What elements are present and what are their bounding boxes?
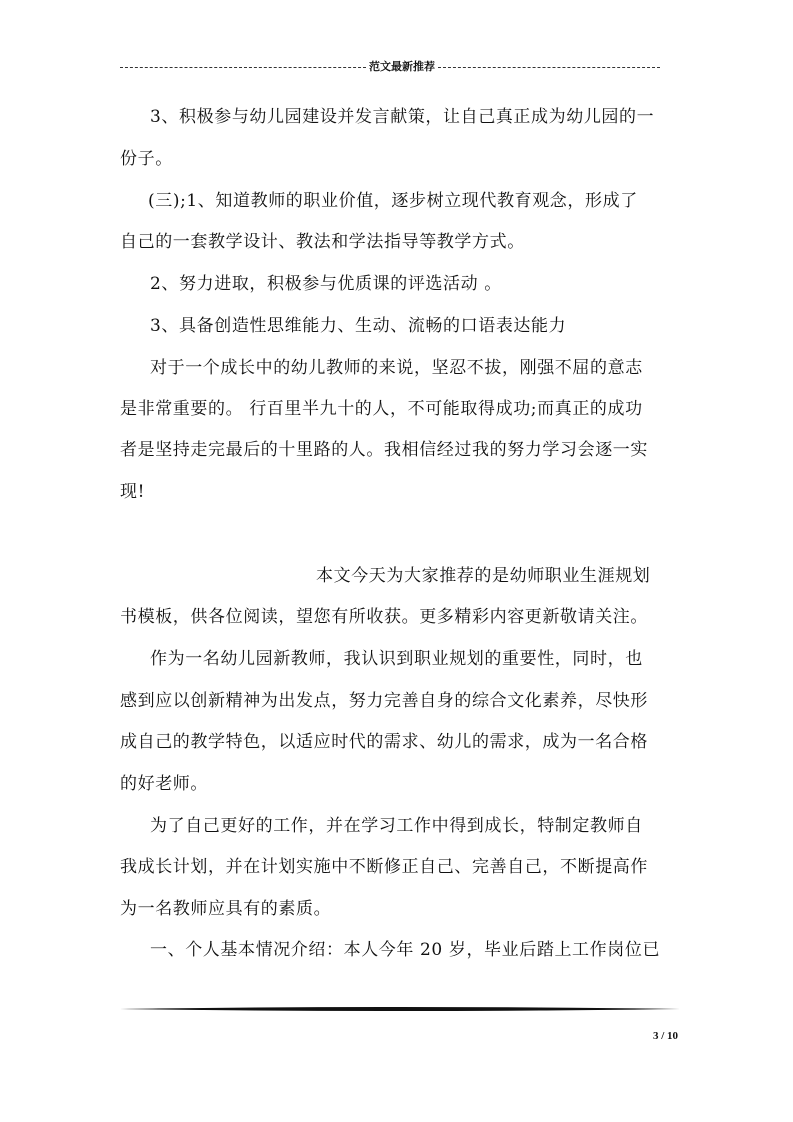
text-line: 者是坚持走完最后的十里路的人。我相信经过我的努力学习会逐一实 <box>120 440 648 460</box>
text-line: (三);1、知道教师的职业价值，逐步树立现代教育观念，形成了 <box>148 191 638 211</box>
text-line: 现! <box>120 482 146 502</box>
header-dash-left <box>120 67 366 68</box>
text-line: 本文今天为大家推荐的是幼师职业生涯规划 <box>316 566 651 586</box>
text-line: 感到应以创新精神为出发点，努力完善自身的综合文化素养，尽快形 <box>120 691 648 711</box>
text-line: 是非常重要的。 行百里半九十的人，不可能取得成功;而真正的成功 <box>120 399 643 419</box>
text-line: 自己的一套教学设计、教法和学法指导等教学方式。 <box>120 232 525 252</box>
text-line: 3、积极参与幼儿园建设并发言献策，让自己真正成为幼儿园的一 <box>150 107 655 127</box>
page-header <box>120 58 660 76</box>
text-line: 2、努力进取，积极参与优质课的评选活动 。 <box>150 274 502 294</box>
header-title: 范文最新推荐 <box>369 60 435 73</box>
footer-rule <box>120 1006 680 1012</box>
text-line: 份子。 <box>120 149 173 169</box>
text-line: 书模板，供各位阅读，望您有所收获。更多精彩内容更新敬请关注。 <box>120 607 648 627</box>
text-line: 作为一名幼儿园新教师，我认识到职业规划的重要性，同时，也 <box>150 649 643 669</box>
text-line: 我成长计划，并在计划实施中不断修正自己、完善自己，不断提高作 <box>120 857 648 877</box>
text-line: 成自己的教学特色，以适应时代的需求、幼儿的需求，成为一名合格 <box>120 732 648 752</box>
text-line: 3、具备创造性思维能力、生动、流畅的口语表达能力 <box>150 316 567 336</box>
text-line: 对于一个成长中的幼儿教师的来说，坚忍不拔，刚强不屈的意志 <box>150 358 643 378</box>
text-line: 的好老师。 <box>120 774 208 794</box>
page-number: 3 / 10 <box>652 1030 678 1042</box>
text-line: 一、个人基本情况介绍：本人今年 20 岁，毕业后踏上工作岗位已 <box>150 940 661 960</box>
header-dash-right <box>438 67 660 68</box>
text-line: 为了自己更好的工作，并在学习工作中得到成长，特制定教师自 <box>150 816 643 836</box>
text-line: 为一名教师应具有的素质。 <box>120 899 332 919</box>
